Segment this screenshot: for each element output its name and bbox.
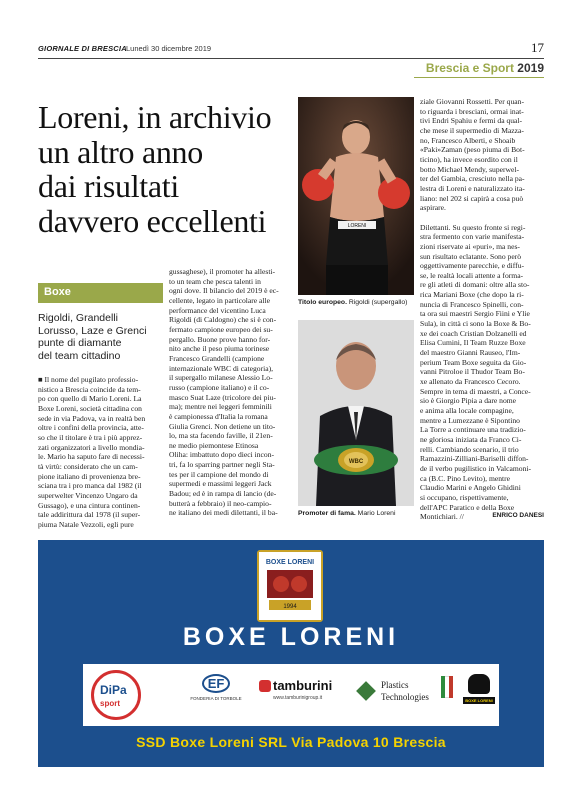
photo-caption-1 (298, 299, 414, 306)
article-line: to riguarda i bresciani, ormai inat- (420, 106, 524, 116)
page-number: 17 (531, 40, 544, 55)
article-line: Sula), in città ci sono la Boxe & Bo- (420, 319, 531, 329)
caption-title: Promoter di fama. (298, 510, 356, 517)
article-line: oltre i confini della provincia, atte- (38, 423, 144, 433)
article-line: ne gloriosa iniziata da Franco Ci- (420, 434, 522, 444)
article-line: internazionale WBC di categoria), (169, 363, 274, 373)
sponsor-plastics-technologies (359, 678, 439, 714)
article-line: sio è Giorgio Pipia a dare nome (420, 396, 517, 406)
boxer-illustration (298, 97, 414, 295)
sponsor-logos (83, 664, 499, 726)
caption-title: Titolo europeo. (298, 299, 347, 306)
article-line: ne medio piemontese Etinosa (169, 440, 259, 450)
publication-date: Lunedì 30 dicembre 2019 (126, 44, 212, 53)
belt-text: WBC (348, 459, 364, 465)
article-line: pergallo. Buone prove hanno for- (169, 334, 271, 344)
article-line: po con quello di Mario Loreni. La (38, 394, 142, 404)
boxe-loreni-logo (257, 550, 323, 622)
article-line: Elisa Cumini, Il Team Ruzze Boxe (420, 338, 526, 348)
article-line: masco Suat Laze (tricolore dei piu- (169, 392, 276, 402)
article-line: butterà a febbraio) il neo-campio- (169, 498, 272, 508)
article-line: sede in via Padova, va in realtà ben (38, 413, 146, 423)
article-line: rica Mariani Boxe (che dopo la ri- (420, 290, 524, 300)
article-line: «Paki»Zaman (peso piuma di Bot- (420, 145, 525, 155)
photo-caption-2 (298, 510, 414, 517)
caption-text: Rigoldi (supergallo) (346, 299, 408, 306)
article-line (420, 213, 544, 223)
logo-year: 1994 (283, 604, 297, 610)
article-line: perium Team Boxe seguita da Gio- (420, 357, 527, 367)
article-line: ne italiano dei medi dilettanti, il ba- (169, 508, 278, 518)
sponsor-plastics-subtext: Technologies (381, 692, 429, 702)
headline-line: un altro anno (38, 133, 203, 170)
headline-line: dai risultati (38, 168, 179, 204)
article-column-3 (420, 97, 544, 522)
article-line: Gussago), e una cintura continen- (38, 500, 141, 510)
trunks-text: LORENI (347, 223, 367, 229)
section-rule (414, 77, 544, 78)
logo-emblem (259, 552, 321, 620)
article-line: pione italiano di provenienza bre- (38, 471, 141, 481)
article-line: ticino), ha invece esordito con il (420, 154, 518, 164)
article-line: tale addirittura dal 1978 (il super- (38, 510, 141, 520)
subheadline-line: Rigoldi, Grandelli (38, 312, 118, 324)
article-line: tri, fa lo sparring partner negli Sta- (169, 460, 275, 470)
article-line: nistico a Brescia coincide da tem- (38, 384, 141, 394)
article-line: ■ Il nome del pugilato professio- (38, 375, 139, 384)
article-line: ogni dove. Il bilancio del 2019 è ec- (169, 286, 279, 296)
article-line: se, le realtà locali attente a forma- (420, 270, 524, 280)
article-line: ta ora sui maestri Sergio Fiini e Ylie (420, 309, 530, 319)
article-line: russo (campione italiano) e il co- (169, 382, 270, 392)
article-line: no, Francesco Alberti, e Shoaib (420, 135, 516, 145)
article-line: si occupano, rispettivamente, (420, 492, 509, 502)
article-line: xe dei coach Cristian Dolzanelli ed (420, 328, 527, 338)
sponsor-gloves-text: BOXE LORENI (463, 697, 495, 704)
article-line: de il verbo pugilistico in Valcamoni- (420, 463, 532, 473)
sponsor-ef-text: EF (202, 674, 230, 693)
article-line: performance del vicentino Luca (169, 305, 266, 315)
article-line: gussaghese), il promoter ha allesti- (169, 267, 276, 276)
category-tag: Boxe (38, 283, 163, 303)
article-line: Sempre in tema di maestri, a Conce- (420, 386, 531, 396)
article-line: Montichiari. // (420, 512, 464, 522)
article-line: il supergallo milanese Alessio Lo- (169, 373, 273, 383)
advertisement-banner (38, 540, 544, 767)
article-line: è campionessa d'Italia la romana (169, 411, 268, 421)
article-column-2 (169, 267, 291, 518)
article-line: to un team che pesca talenti in (169, 276, 261, 286)
sponsor-plastics-text: Plastics (381, 680, 409, 690)
article-line: lo, ma sta facendo faville, il 21en- (169, 431, 273, 441)
section-name: Brescia e Sport (425, 61, 514, 75)
article-line: stra fermento con varie manifesta- (420, 232, 525, 242)
article-line: Badou; ed è in rampa di lancio (de- (169, 489, 277, 499)
article-line: cellente, legato in particolare alle (169, 295, 270, 305)
masthead-rule (38, 58, 544, 59)
article-line: ziale Giovanni Rossetti. Per quan- (420, 97, 524, 106)
article-line: liano: nel 202 si capirà a cosa può (420, 193, 524, 203)
article-line: Rigoldi (di Caldogno) che si è con- (169, 315, 277, 325)
caption-text: Mario Loreni (355, 510, 396, 517)
article-line: mentre a Lumezzane è Sipontino (420, 415, 520, 425)
article-line: vanni Pitroloe il Thudor Team Bo- (420, 367, 525, 377)
article-line: so che il titolare è tra i più apprez- (38, 432, 143, 442)
article-line: e anima alla locale compagine, (420, 406, 514, 415)
headline-line: Loreni, in archivio (38, 99, 272, 135)
promoter-illustration (298, 320, 414, 506)
article-line: superwelter Vincenzo Ungaro da (38, 490, 138, 500)
advertisement-footer: SSD Boxe Loreni SRL Via Padova 10 Brescia (136, 734, 446, 750)
sponsor-ef-subtext: FONDERIA DI TORBOLE (190, 696, 242, 701)
article-line: ter del Gambia, cresciuto nella pa- (420, 174, 525, 184)
subheadline (38, 312, 163, 362)
article-line: Giulia Grenci. Non detiene un tito- (169, 421, 276, 431)
subheadline-line: punte di diamante (38, 337, 122, 349)
sponsor-dipa-sport (91, 670, 141, 720)
article-line: Boxe Loreni, società cittadina con (38, 403, 142, 413)
article-line: lestra di Loreni e naturalizzato ita- (420, 183, 525, 193)
article-line: nito anche il peso piuma torinese (169, 344, 270, 354)
article-column-1 (38, 375, 163, 530)
article-line: del maestro Gianni Rauseo, l'Im- (420, 348, 521, 358)
article-line: nuncia di Francesco Spinelli, con- (420, 299, 524, 309)
sponsor-tamburini-url: www.tamburinigroup.it (273, 695, 323, 701)
subheadline-line: del team cittadino (38, 349, 121, 362)
article-line: tivi Endri Spahiu e fermi da qual- (420, 116, 523, 126)
article-line: relli. Cambiando scenario, il trio (420, 444, 519, 454)
article-line: re gli atleti di domani: oltre alla sto- (420, 280, 530, 290)
article-line: che mese il supermedio di Mazza- (420, 125, 524, 135)
sponsor-gloves-brand (463, 674, 495, 716)
article-line: piuma Natale Vezzoli, egli pure (38, 519, 134, 529)
subheadline-line: Lorusso, Laze e Grenci (38, 324, 147, 337)
article-line: tà virtù: considerato che un cam- (38, 461, 138, 471)
headline (38, 100, 288, 238)
sponsor-dipa-subtext: sport (100, 699, 120, 708)
article-line: sciana tra i pro manca dal 1982 (il (38, 481, 142, 491)
boxer-photo (298, 97, 414, 295)
promoter-photo (298, 320, 414, 506)
article-line: zioni riservate ai «puri», ma nes- (420, 241, 520, 251)
article-line: botto Michael Mendy, superwel- (420, 164, 520, 174)
newspaper-name: GIORNALE DI BRESCIA (38, 44, 127, 53)
article-line: tes per il campione del mondo di (169, 469, 269, 479)
article-line: ca (B.C. Pino Levito), mentre (420, 473, 511, 483)
article-line: Francesco Grandelli (campione (169, 353, 265, 363)
article-line: le. Mario ha saputo fare di necessi- (38, 452, 145, 462)
article-line: ma); mentre nei leggeri femminili (169, 402, 272, 412)
section-label (426, 61, 544, 75)
sponsor-tamburini (259, 678, 355, 714)
advertisement-title: BOXE LORENI (182, 623, 400, 651)
article-line: supermedi e massimi leggeri Jack (169, 479, 272, 489)
article-line: La Torre a continuare una tradizio- (420, 425, 526, 435)
section-year: 2019 (517, 61, 544, 75)
article-line: aspirare. (420, 203, 446, 213)
article-line: oggettivamente parecchie, e diffu- (420, 261, 525, 271)
sponsor-ef-fonderia (181, 674, 251, 718)
author-byline: ENRICO DANESI (492, 512, 544, 519)
flag-stripe (449, 676, 453, 698)
article-line: xe allenato da Francesco Cecoro. (420, 377, 521, 387)
article-line: dell'APC Paratico e della Boxe (420, 502, 515, 512)
sponsor-tamburini-text: tamburini (273, 678, 333, 693)
article-line: Claudio Marini e Angelo Ghidini (420, 483, 521, 493)
masthead (38, 40, 544, 58)
sponsor-dipa-text: DiPa (100, 683, 127, 697)
gloves-icon (259, 680, 271, 692)
article-line: zati organizzatori a livello mondia- (38, 442, 145, 452)
article-line: Oliha: imbattuto dopo dieci incon- (169, 450, 275, 460)
boxing-glove-icon (468, 674, 490, 694)
sponsor-italian-federation (441, 676, 459, 712)
article-line: fermato campione europeo dei su- (169, 324, 273, 334)
hexagon-icon (356, 681, 376, 701)
article-line: Ramazzini-Zilliani-Bariselli diffon- (420, 454, 529, 464)
article-line: Dilettanti. Su questo fronte si regi- (420, 222, 526, 232)
headline-line: davvero eccellenti (38, 202, 267, 239)
logo-top-text: BOXE LORENI (265, 559, 315, 566)
article-line: sun risultato eclatante. Sono però (420, 251, 522, 261)
